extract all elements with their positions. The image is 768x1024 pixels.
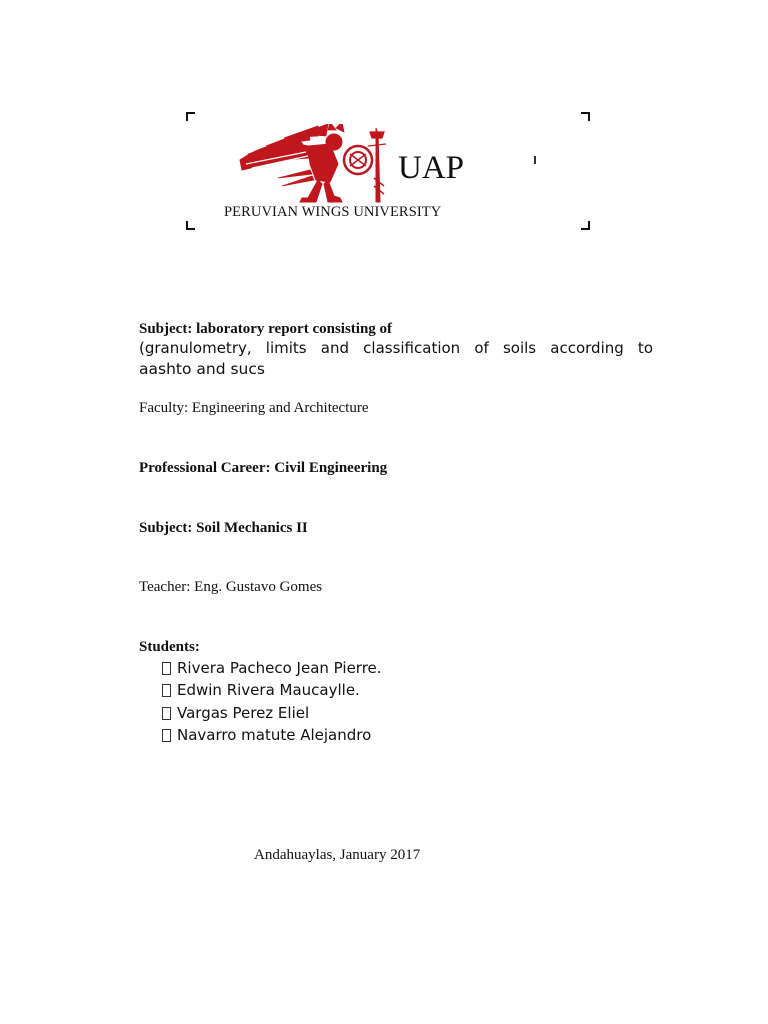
student-name: Vargas Perez Eliel — [177, 703, 310, 722]
faculty-line: Faculty: Engineering and Architecture — [139, 400, 369, 416]
bullet-box-icon — [162, 707, 171, 720]
course-line: Subject: Soil Mechanics II — [139, 520, 308, 536]
place-and-date: Andahuaylas, January 2017 — [254, 847, 421, 863]
bullet-box-icon — [162, 662, 171, 675]
list-item — [162, 702, 382, 724]
university-logo — [186, 112, 590, 230]
student-name: Navarro matute Alejandro — [177, 725, 372, 744]
list-item — [162, 724, 382, 746]
student-name: Rivera Pacheco Jean Pierre. — [177, 659, 382, 677]
logo-mark-tick — [534, 156, 536, 164]
crop-mark-bottom-right — [581, 221, 590, 230]
bullet-box-icon — [162, 684, 171, 697]
teacher-line: Teacher: Eng. Gustavo Gomes — [139, 579, 323, 595]
list-item — [162, 679, 382, 701]
student-name: Edwin Rivera Maucaylle. — [177, 681, 360, 700]
crop-mark-top-right — [581, 112, 590, 121]
students-label: Students: — [139, 639, 200, 655]
report-description-line-1: (granulometry, limits and classification of soils according to — [139, 339, 653, 357]
crop-mark-bottom-left — [186, 221, 195, 230]
crop-mark-top-left — [186, 112, 195, 121]
winged-warrior-emblem-icon — [238, 124, 388, 204]
report-description-line-2: aashto and sucs — [139, 360, 265, 378]
bullet-box-icon — [162, 729, 171, 742]
career-line: Professional Career: Civil Engineering — [139, 460, 388, 476]
report-subject-heading: Subject: laboratory report consisting of — [139, 321, 393, 337]
list-item — [162, 657, 382, 679]
student-list — [162, 657, 382, 746]
logo-university-name: PERUVIAN WINGS UNIVERSITY — [224, 204, 442, 220]
logo-acronym: UAP — [398, 150, 465, 186]
